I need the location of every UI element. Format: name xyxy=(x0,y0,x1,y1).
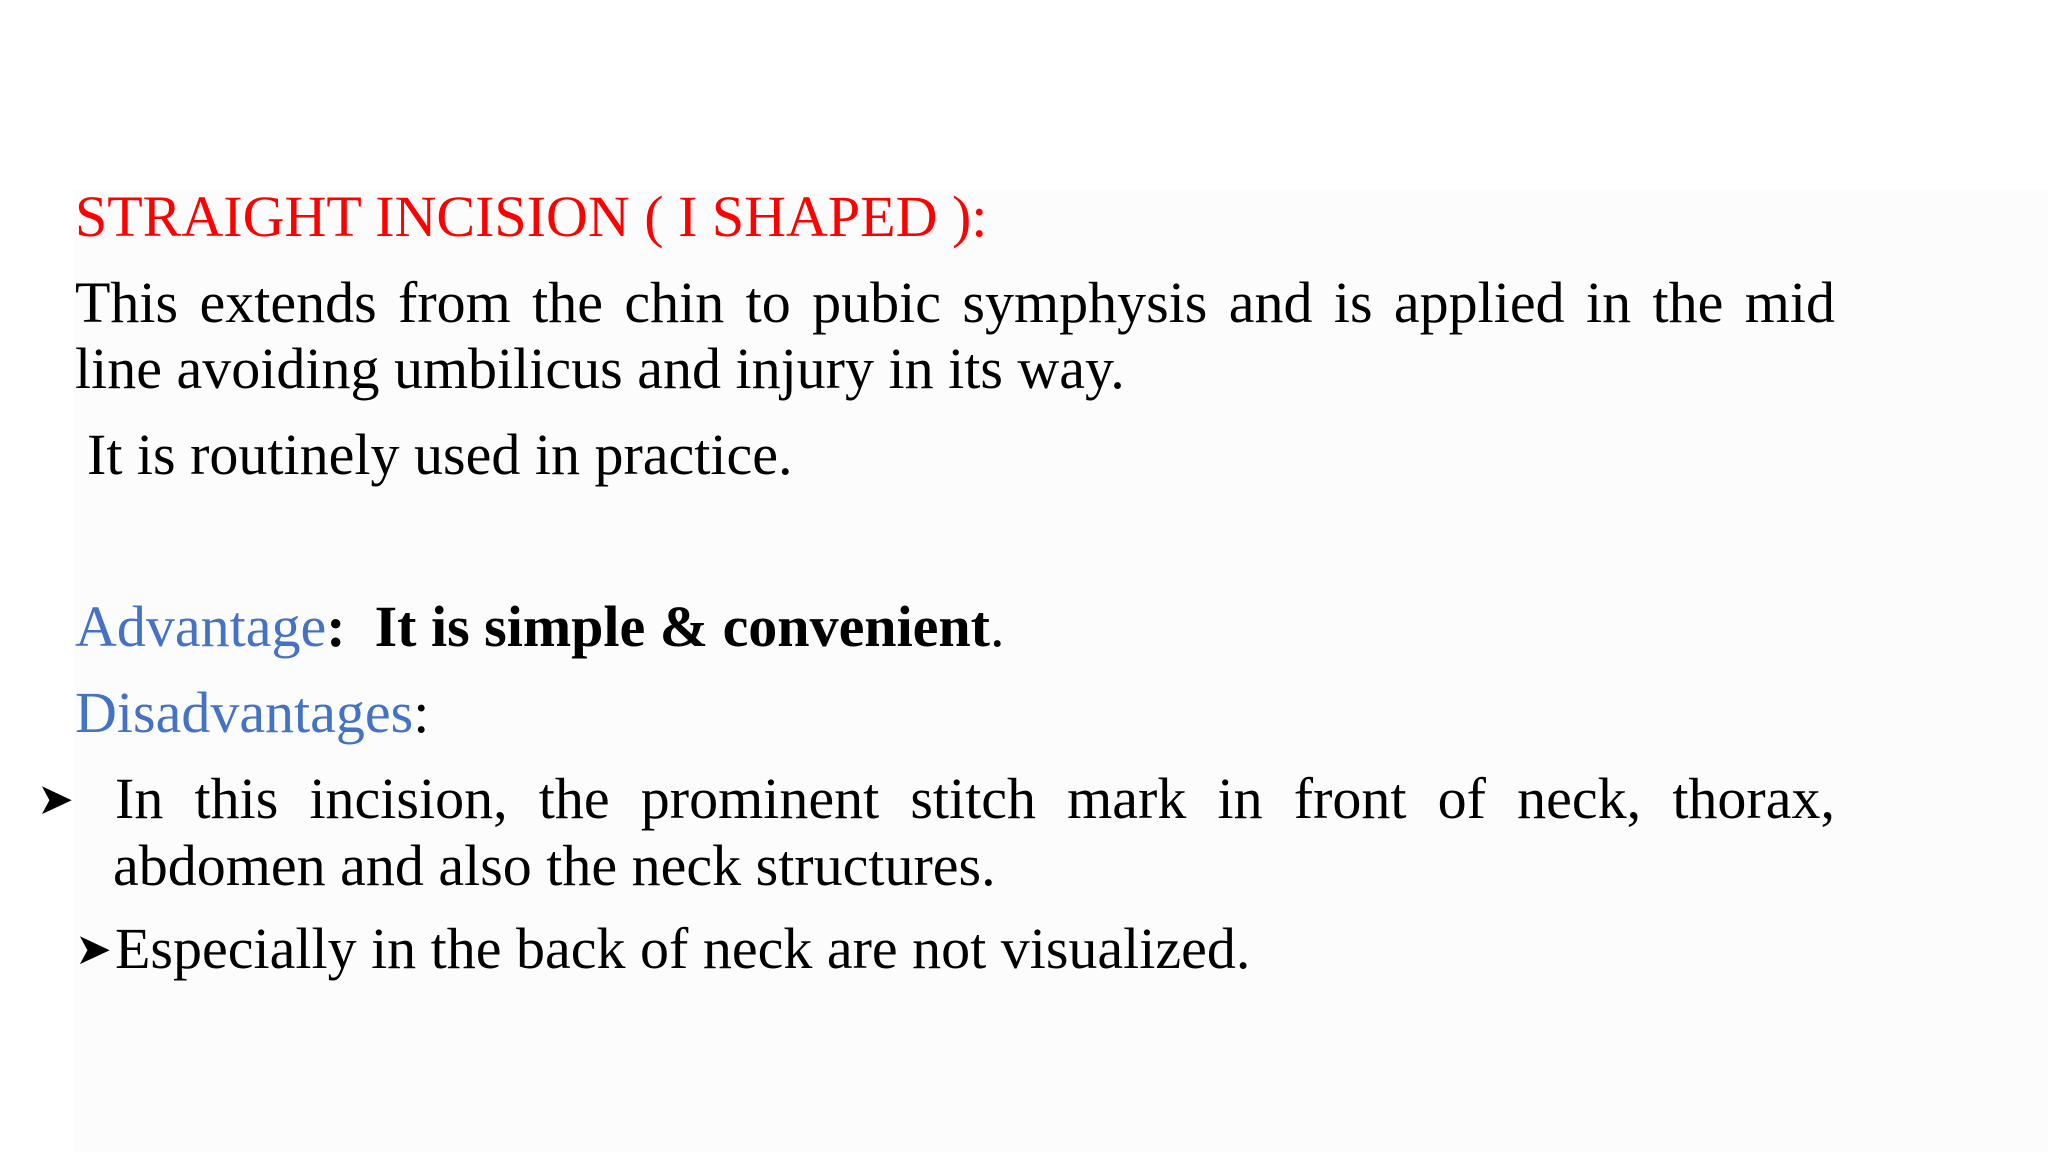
disadvantages-label: Disadvantages xyxy=(75,680,414,745)
advantage-label: Advantage xyxy=(75,594,327,659)
arrow-bullet-icon: ➤ xyxy=(75,924,112,975)
advantage-separator: : xyxy=(326,594,346,659)
advantage-text: It is simple & convenient xyxy=(374,594,990,659)
disadvantage-item-text: Especially in the back of neck are not visualized. xyxy=(115,916,1251,981)
arrow-bullet-icon: ➤ xyxy=(37,774,74,825)
disadvantages-heading xyxy=(75,680,429,746)
disadvantage-item-text: In this incision, the prominent stitch mark in front of neck, thorax, abdomen and also the neck structures. xyxy=(113,766,1835,898)
slide-title: STRAIGHT INCISION ( I SHAPED ): xyxy=(75,184,988,249)
disadvantages-separator: : xyxy=(413,680,430,745)
description-paragraph: This extends from the chin to pubic symphysis and is applied in the mid line avoiding umbilicus and injury in its way. xyxy=(75,270,1835,401)
advantage-line xyxy=(75,594,1005,660)
usage-paragraph: It is routinely used in practice. xyxy=(87,422,793,487)
advantage-end: . xyxy=(990,594,1005,659)
disadvantage-item xyxy=(75,916,1250,983)
disadvantage-item xyxy=(37,766,1835,899)
